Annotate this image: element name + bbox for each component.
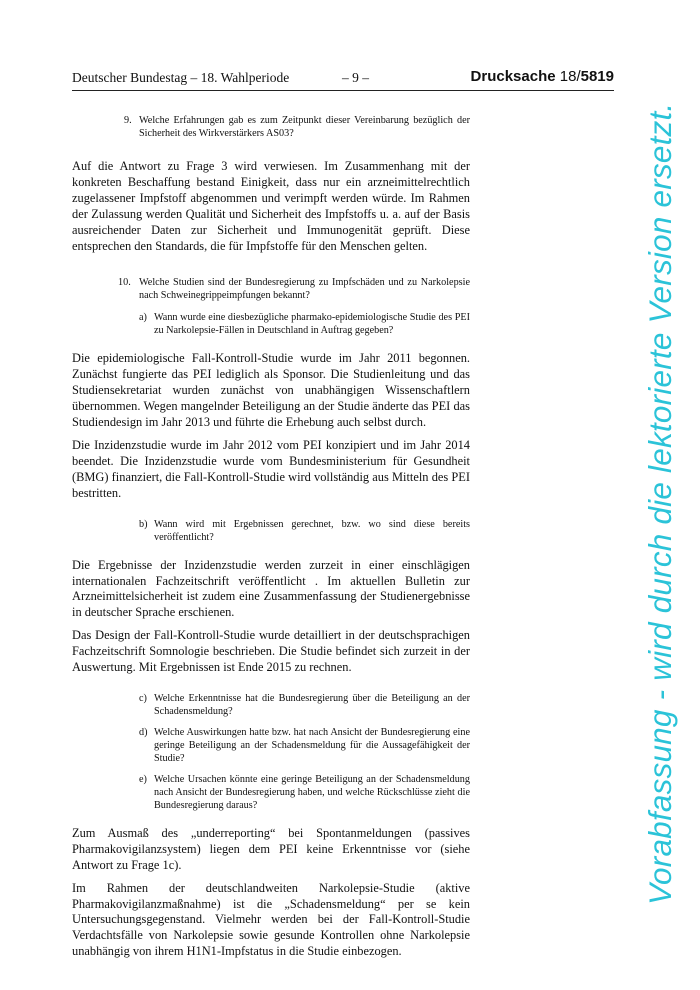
question-number: c)	[139, 692, 147, 704]
answer-10a-paragraph-2: Die Inzidenzstudie wurde im Jahr 2012 vom PEI konzipiert und im Jahr 2014 beendet. Die Inzidenzstudie wurde vom Bundesministerium für Gesundheit (BMG) finanziert, die Fall-Kontroll-Studie wird vollständig aus Mitteln des PEI bestritten.	[72, 437, 470, 500]
question-10c	[139, 692, 470, 718]
question-number: a)	[139, 312, 147, 324]
question-number: 10.	[118, 277, 131, 289]
answer-9: Auf die Antwort zu Frage 3 wird verwiesen. Im Zusammenhang mit der konkreten Beschaffung bestand Einigkeit, dass nur ein arzneimittelrechtlich zugelassener Impfstoff abgenommen und verimpft werden würde. Im Rahmen der Zulassung werden Qualität und Sicherheit des Impfstoffs u. a. auf der Basis ausreichender Daten zur Sicherheit und Immunogenität geprüft. Diese entsprechen den Standards, die für Impfstoffe für den Menschen gelten.	[72, 159, 470, 253]
document-body	[72, 114, 470, 967]
question-10b	[139, 518, 470, 544]
question-10d	[139, 726, 470, 765]
question-10a	[139, 311, 470, 337]
question-text: Welche Erkenntnisse hat die Bundesregierung über die Beteiligung an der Schadensmeldung?	[154, 692, 470, 717]
answer-10a-paragraph-1: Die epidemiologische Fall-Kontroll-Studie wurde im Jahr 2011 begonnen. Zunächst fungierte das PEI lediglich als Sponsor. Die Studienleitung und das Studiensekretariat wurden zunächst von unabhängigen Wissenschaftlern übernommen. Wegen mangelnder Beteiligung an der Studie änderte das PEI das Studiendesign im Jahr 2013 und führte die Erhebung auch selbst durch.	[72, 351, 470, 430]
header-document-number: Drucksache 18/5819	[470, 68, 614, 85]
question-number: d)	[139, 726, 148, 738]
page-header	[72, 70, 614, 90]
question-text: Welche Auswirkungen hatte bzw. hat nach Ansicht der Bundesregierung eine geringe Beteiligung an der Schadensmeldung für die Aussagefähigkeit der Studie?	[154, 726, 470, 764]
watermark-text: Vorabfassung - wird durch die lektorierte Version ersetzt.	[642, 102, 678, 905]
answer-10b-paragraph-2: Das Design der Fall-Kontroll-Studie wurde detailliert in der deutschsprachigen Fachzeitschrift Somnologie beschrieben. Die Studie befindet sich zurzeit in der Auswertung. Mit Ergebnissen ist Ende 2015 zu rechnen.	[72, 628, 470, 675]
question-text: Welche Erfahrungen gab es zum Zeitpunkt dieser Vereinbarung bezüglich der Sicherheit des Wirkverstärkers AS03?	[139, 115, 470, 139]
question-number: b)	[139, 518, 148, 530]
question-text: Wann wird mit Ergebnissen gerechnet, bzw. wo sind diese bereits veröffentlicht?	[154, 518, 470, 543]
question-text: Welche Ursachen könnte eine geringe Beteiligung an der Schadensmeldung nach Ansicht der Bundesregierung haben, und welche Rückschlüsse zieht die Bundesregierung daraus?	[154, 773, 470, 811]
question-number: 9.	[124, 115, 132, 126]
question-text: Welche Studien sind der Bundesregierung zu Impfschäden und zu Narkolepsie nach Schweinegrippeimpfungen bekannt?	[139, 277, 470, 302]
question-10e	[139, 773, 470, 812]
header-rule	[72, 90, 614, 91]
question-text: Wann wurde eine diesbezügliche pharmako-epidemiologische Studie des PEI zu Narkolepsie-Fällen in Deutschland in Auftrag gegeben?	[154, 312, 470, 337]
header-publication: Deutscher Bundestag – 18. Wahlperiode	[72, 70, 290, 85]
header-page-number: – 9 –	[342, 70, 369, 85]
question-9	[124, 114, 470, 140]
answer-10b-paragraph-1: Die Ergebnisse der Inzidenzstudie werden zurzeit in einer einschlägigen internationalen Fachzeitschrift veröffentlicht . Im aktuellen Bulletin zur Arzneimittelsicherheit ist zudem eine Zusammenfassung der Studienergebnisse in deutscher Sprache erschienen.	[72, 557, 470, 620]
question-number: e)	[139, 773, 147, 785]
question-10	[118, 276, 470, 302]
answer-10c-e-paragraph-1: Zum Ausmaß des „underreporting“ bei Spontanmeldungen (passives Pharmakovigilanzsystem) liegen dem PEI keine Erkenntnisse vor (siehe Antwort zu Frage 1c).	[72, 825, 470, 872]
answer-10c-e-paragraph-2: Im Rahmen der deutschlandweiten Narkolepsie-Studie (aktive Pharmakovigilanzmaßnahme) ist die „Schadensmeldung“ per se kein Untersuchungsgegenstand. Vielmehr werden bei der Fall-Kontroll-Studie Verdachtsfälle von Narkolepsie sowie gesunde Kontrollen ohne Narkolepsie unabhängig von ihrem H1N1-Impfstatus in die Studie einbezogen.	[72, 880, 470, 959]
